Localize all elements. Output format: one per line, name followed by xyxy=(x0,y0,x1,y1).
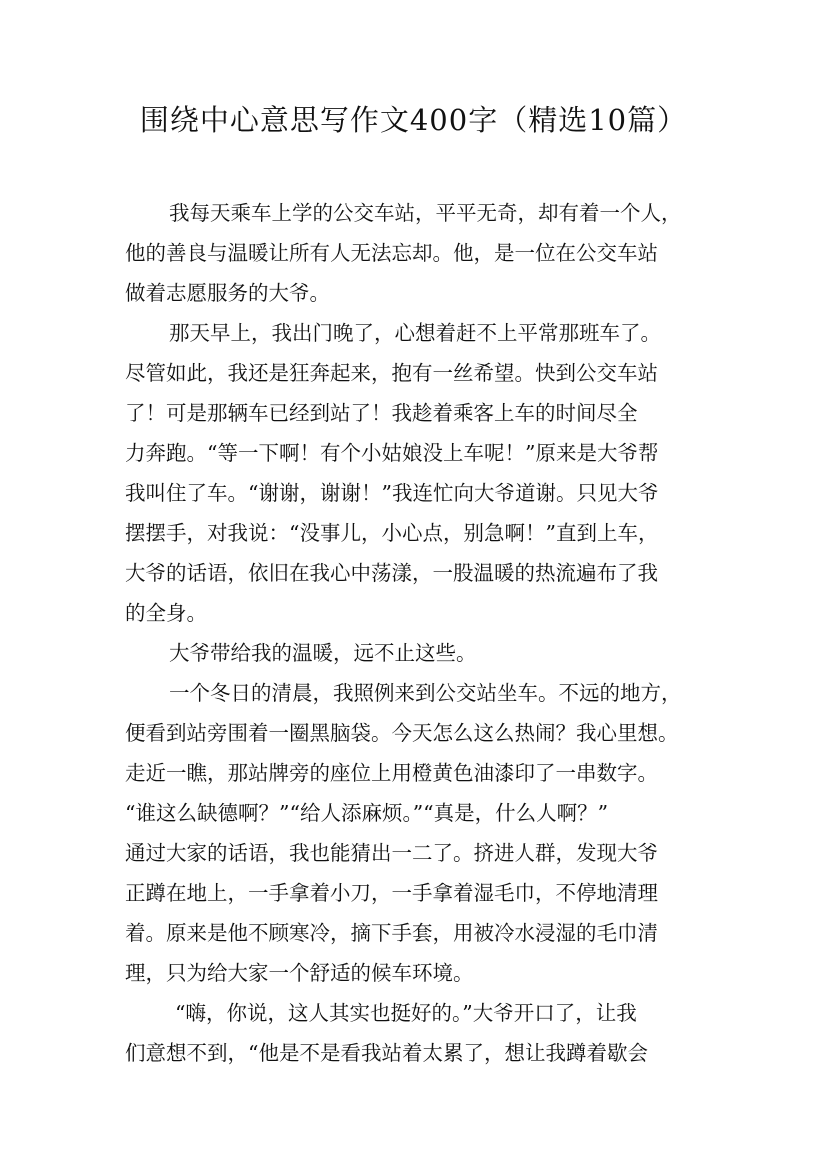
text-line: 理，只为给大家一个舒适的候车环境。 xyxy=(125,961,474,985)
text-line: 力奔跑。“等一下啊！有个小姑娘没上车呢！”原来是大爷帮 xyxy=(125,441,659,465)
document-title: 围绕中心意思写作文400字（精选10篇） xyxy=(139,103,688,137)
text-line: 一个冬日的清晨，我照例来到公交站坐车。不远的地方， xyxy=(169,681,682,705)
text-line: 正蹲在地上，一手拿着小刀，一手拿着湿毛巾，不停地清理 xyxy=(125,881,658,905)
text-line: “谁这么缺德啊？”“给人添麻烦。”“真是，什么人啊？” xyxy=(125,801,609,825)
text-line: 摆摆手，对我说：“没事儿，小心点，别急啊！”直到上车， xyxy=(125,521,659,545)
text-line: 走近一瞧，那站牌旁的座位上用橙黄色油漆印了一串数字。 xyxy=(125,761,658,785)
text-line: 我每天乘车上学的公交车站，平平无奇，却有着一个人， xyxy=(169,201,682,225)
text-line: 那天早上，我出门晚了，心想着赶不上平常那班车了。 xyxy=(169,321,661,345)
document-body xyxy=(125,193,710,1073)
text-line: 的全身。 xyxy=(125,601,207,625)
text-line: 大爷的话语，依旧在我心中荡漾，一股温暖的热流遍布了我 xyxy=(125,561,658,585)
text-line: 了！可是那辆车已经到站了！我趁着乘客上车的时间尽全 xyxy=(125,401,638,425)
text-line: 大爷带给我的温暖，远不止这些。 xyxy=(169,641,477,665)
text-line: 便看到站旁围着一圈黑脑袋。今天怎么这么热闹？我心里想。 xyxy=(125,721,679,745)
text-line: “嗨，你说，这人其实也挺好的。”大爷开口了，让我 xyxy=(175,1001,637,1025)
text-line: 做着志愿服务的大爷。 xyxy=(125,281,330,305)
text-line: 他的善良与温暖让所有人无法忘却。他，是一位在公交车站 xyxy=(125,241,658,265)
text-line: 着。原来是他不顾寒冷，摘下手套，用被冷水浸湿的毛巾清 xyxy=(125,921,658,945)
text-line: 通过大家的话语，我也能猜出一二了。挤进人群，发现大爷 xyxy=(125,841,658,865)
text-line: 尽管如此，我还是狂奔起来，抱有一丝希望。快到公交车站 xyxy=(125,361,658,385)
text-line: 我叫住了车。“谢谢，谢谢！”我连忙向大爷道谢。只见大爷 xyxy=(125,481,659,505)
text-line: 们意想不到，“他是不是看我站着太累了，想让我蹲着歇会 xyxy=(125,1041,648,1065)
